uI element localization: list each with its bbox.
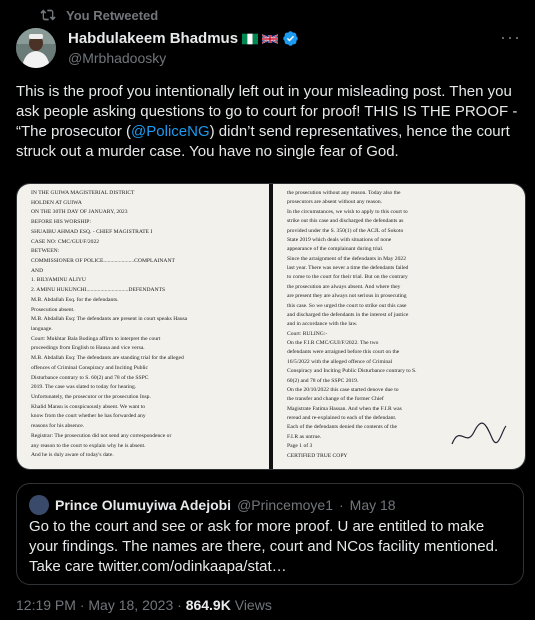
document-line: the prosecution are always absent. And where they [287, 283, 401, 290]
document-line: Magistrate Fatima Hassan. And when the F.I.R was [287, 405, 402, 412]
tweet-meta [16, 597, 272, 613]
document-line: language. [31, 326, 53, 332]
document-line: are present they are always not serious in prosecuting [287, 293, 407, 300]
document-line: strike out this case and discharged the defendants as [287, 218, 404, 225]
retweet-icon [40, 7, 56, 23]
author-handle[interactable]: @Mrbhadoosky [68, 50, 167, 66]
document-line: And he is duly aware of today's date. [31, 452, 114, 459]
document-image-right[interactable] [273, 184, 525, 469]
quoted-date: May 18 [349, 497, 396, 513]
tweet-text [16, 82, 522, 162]
document-line: Court: RULING:- [287, 330, 328, 337]
document-line: ON THE 30TH DAY OF JANUARY, 2023 [31, 209, 128, 216]
tweet-time[interactable]: 12:19 PM [16, 597, 76, 613]
quoted-tweet-text: Go to the court and see or ask for more proof. U are entitled to make your findings. The names are there, court and NCos facility mentioned. Take care twitter.com/odinkaapa/stat… [29, 518, 499, 575]
document-line: Unfortunately, the prosecutor or the prosecution Insp. [31, 394, 151, 400]
document-line: BEFORE HIS WORSHIP: [31, 219, 91, 226]
document-line: any reason to the court to explain why he is absent. [31, 442, 146, 449]
tweet-media[interactable] [16, 183, 526, 470]
author-name[interactable]: Habdulakeem Bhadmus [68, 30, 239, 47]
nigeria-flag-icon [242, 33, 258, 45]
document-line: proceedings from English to Hausa and vice versa. [31, 345, 145, 352]
document-line: BETWEEN: [31, 248, 60, 255]
tweet-text-part1: This is the proof you intentionally left out in your misleading post. Then you ask people asking questions to go to court for proof! THIS IS THE PROOF - “The prosecutor ( [16, 83, 518, 140]
verified-badge-icon [282, 30, 299, 47]
quoted-separator: · [339, 497, 344, 513]
document-line: On the 20/10/2022 this case started denove due to [287, 386, 399, 393]
document-line: In the circumstances, we wish to apply to this court to [287, 208, 408, 215]
document-line: provided under the S. 350(1) of the ACJL of Sokoto [287, 227, 404, 234]
document-line: Each of the defendants denied the contents of the [287, 424, 397, 431]
document-line: this case. So we urged the court to strike out this case [287, 302, 407, 309]
document-line: Conspiracy and Inciting Public Disturbance contrary to S. [287, 368, 417, 375]
document-line: 1. BILYAMINU ALIYU [31, 277, 86, 284]
document-line: 2019. The case was slated to today for hearing. [31, 384, 137, 391]
document-line: Page 1 of 3 [287, 443, 313, 450]
document-line: M.B. Abdallah Esq: The defendants are present in court speaks Hausa [31, 316, 188, 323]
document-line: appearance of the complainant during trial. [287, 246, 384, 253]
quoted-author-name: Prince Olumuyiwa Adejobi [55, 497, 232, 513]
quoted-author-handle: @Princemoye1 [237, 497, 333, 513]
document-line: Since the arraignment of the defendants in May 2022 [287, 255, 406, 262]
signature-image [448, 420, 508, 450]
document-line: 2. AMINU HUKUNCHI..............................DEFENDANTS [31, 287, 166, 294]
mention-link[interactable]: @PoliceNG [131, 123, 210, 140]
document-line: Court: Mukhtar Bala Bodinga affirm to interpret the court [31, 335, 161, 342]
quoted-tweet[interactable] [16, 483, 524, 585]
document-line: and discharged the defendants in the interest of justice [287, 311, 409, 318]
document-line: IN THE GUIWA MAGISTERIAL DISTRICT [31, 190, 135, 196]
document-line: reasons for his absence. [31, 423, 85, 430]
document-line: HOLDEN AT GUIWA [31, 199, 82, 206]
views-label: Views [234, 597, 272, 613]
document-line: last year. There was never a time the defendants failed [287, 265, 409, 272]
document-line: 16/5/2022 with the alleged offence of Criminal [287, 358, 393, 365]
author-name-row[interactable] [68, 30, 299, 47]
quoted-tweet-header [29, 495, 396, 515]
document-line: SHUAIBU AHMAD ESQ. - CHIEF MAGISTRATE I [31, 228, 153, 235]
document-image-left[interactable] [17, 184, 269, 469]
document-line: F.I.R as untrue. [287, 433, 322, 440]
document-line: know from the court whether he has forwarded any [31, 413, 146, 420]
document-line: the prosecution without any reason. Today also the [287, 190, 401, 196]
document-line: Disturbance contrary to S. 60(2) and 78 of the SSPC [31, 374, 149, 381]
document-line: CERTIFIED TRUE COPY [287, 452, 348, 459]
meta-separator: · [79, 597, 85, 613]
quoted-author-avatar [29, 495, 49, 515]
document-line: the transfer and change of the former Chief [287, 396, 384, 403]
author-avatar[interactable] [16, 28, 56, 68]
document-line: offences of Criminal Conspiracy and Inciting Public [31, 364, 149, 371]
document-line: AND [31, 267, 44, 274]
uk-flag-icon [262, 33, 278, 45]
views-count: 864.9K [185, 597, 231, 613]
more-options-icon[interactable]: ··· [500, 27, 521, 47]
document-line: Registrar: The prosecution did not send any correspondence or [31, 432, 172, 439]
document-line: M.B. Abdallah Esq. for the defendants. [31, 296, 119, 303]
document-line: prosecutors are absent without any reason. [287, 199, 383, 206]
document-line: CASE NO: CMC/GUI/F/2022 [31, 238, 100, 245]
tweet-text-part2: ) didn’t send representatives, hence the court struck out a murder case. You have no single fear of God. [16, 123, 510, 160]
document-line: defendants were arraigned before this court on the [287, 349, 400, 356]
document-line: to come to the court for their trial. But on the contrary [287, 274, 408, 281]
document-line: Prosecution absent. [31, 306, 75, 313]
document-line: reread and re-explained to each of the defendant. [287, 415, 397, 422]
document-line: and in accordance with the law. [287, 321, 358, 328]
document-line: M.B. Abdallah Esq: The defendants are standing trial for the alleged [31, 355, 184, 362]
retweet-indicator [40, 6, 158, 24]
document-line: Khalid Mansu is conspicuously absent. We want to [31, 403, 146, 410]
document-line: State 2019 which deals with situations of none [287, 236, 392, 243]
meta-separator-2: · [177, 597, 182, 613]
retweet-label: You Retweeted [66, 7, 159, 23]
document-line: On the F.I.R CMC/GUI/F/2022. The two [287, 340, 379, 347]
document-line: COMMISSIONER OF POLICE......................COMPLAINANT [31, 258, 175, 264]
tweet-date[interactable]: May 18, 2023 [88, 597, 174, 613]
document-line: 60(2) and 78 of the SSPC 2019. [287, 377, 359, 384]
